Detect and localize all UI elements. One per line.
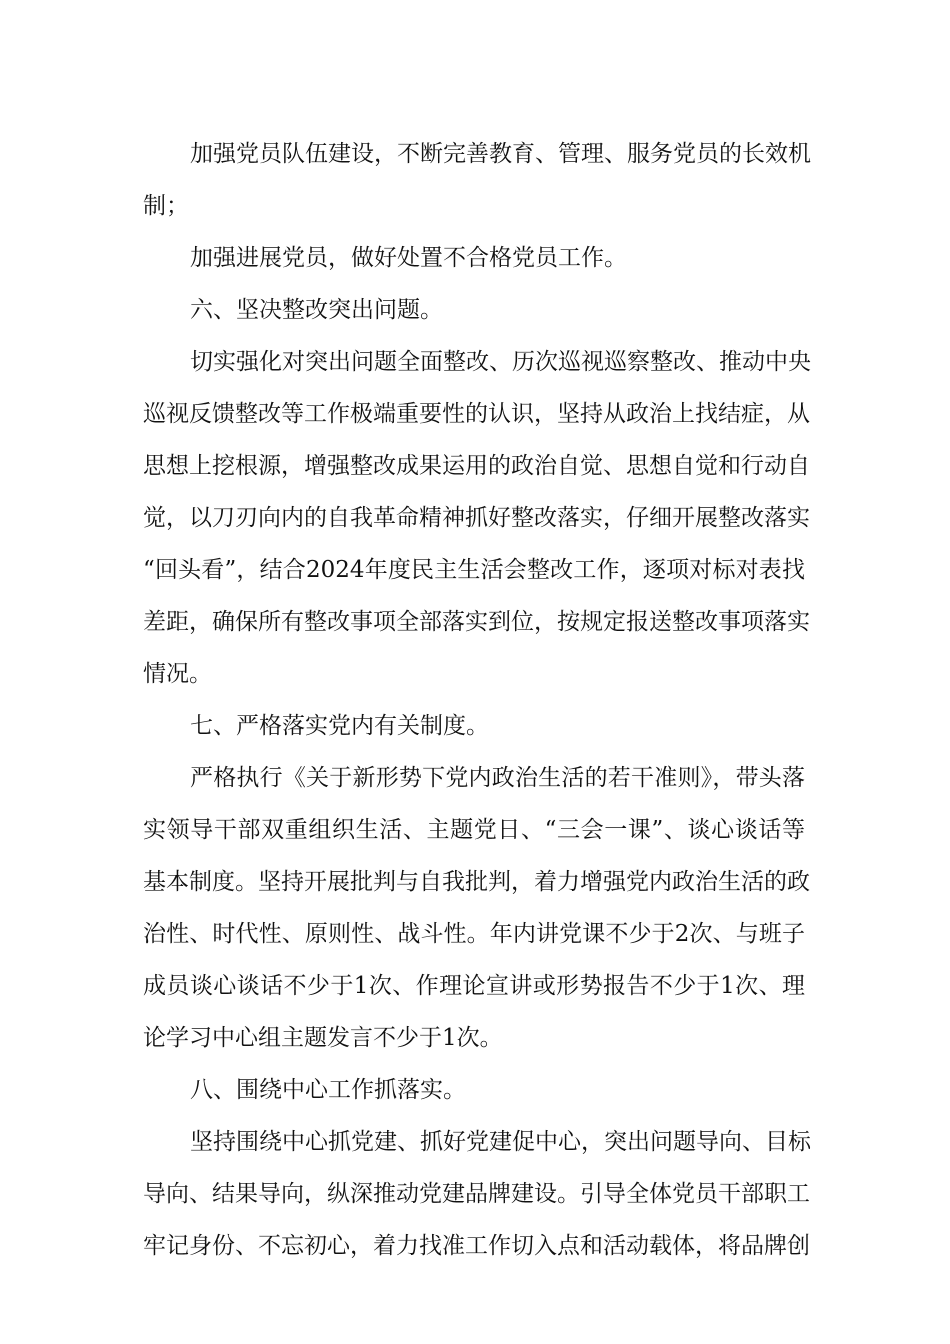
section-heading: 六、坚决整改突出问题。	[190, 297, 443, 323]
paragraph-line: 加强党员队伍建设，不断完善教育、管理、服务党员的长效机	[190, 141, 811, 167]
paragraph-line: 巡视反馈整改等工作极端重要性的认识，坚持从政治上找结症，从	[143, 401, 810, 427]
paragraph-line: 治性、时代性、原则性、战斗性。年内讲党课不少于2次、与班子	[143, 921, 805, 947]
paragraph-line: 基本制度。坚持开展批判与自我批判，着力增强党内政治生活的政	[143, 869, 810, 895]
paragraph-line: 觉，以刀刃向内的自我革命精神抓好整改落实，仔细开展整改落实	[143, 505, 810, 531]
paragraph-line: 差距，确保所有整改事项全部落实到位，按规定报送整改事项落实	[143, 609, 810, 635]
document-body	[143, 128, 811, 1272]
paragraph-line: 导向、结果导向，纵深推动党建品牌建设。引导全体党员干部职工	[143, 1181, 810, 1207]
paragraph-line: 论学习中心组主题发言不少于1次。	[143, 1025, 503, 1051]
section-heading: 八、围绕中心工作抓落实。	[190, 1077, 466, 1103]
paragraph-line: 实领导干部双重组织生活、主题党日、“三会一课”、谈心谈话等	[143, 817, 805, 843]
paragraph-line: 牢记身份、不忘初心，着力找准工作切入点和活动载体，将品牌创	[143, 1233, 810, 1259]
section-heading: 七、严格落实党内有关制度。	[190, 713, 489, 739]
paragraph-line: 制；	[143, 193, 189, 219]
paragraph-line: “回头看”，结合2024年度民主生活会整改工作，逐项对标对表找	[143, 557, 805, 583]
paragraph-line: 加强进展党员，做好处置不合格党员工作。	[190, 245, 627, 271]
paragraph-line: 成员谈心谈话不少于1次、作理论宣讲或形势报告不少于1次、理	[143, 973, 805, 999]
paragraph-line: 严格执行《关于新形势下党内政治生活的若干准则》，带头落	[190, 765, 805, 791]
paragraph-line: 切实强化对突出问题全面整改、历次巡视巡察整改、推动中央	[190, 349, 811, 375]
paragraph-line: 情况。	[143, 661, 212, 687]
paragraph-line: 思想上挖根源，增强整改成果运用的政治自觉、思想自觉和行动自	[143, 453, 810, 479]
paragraph-line: 坚持围绕中心抓党建、抓好党建促中心，突出问题导向、目标	[190, 1129, 811, 1155]
